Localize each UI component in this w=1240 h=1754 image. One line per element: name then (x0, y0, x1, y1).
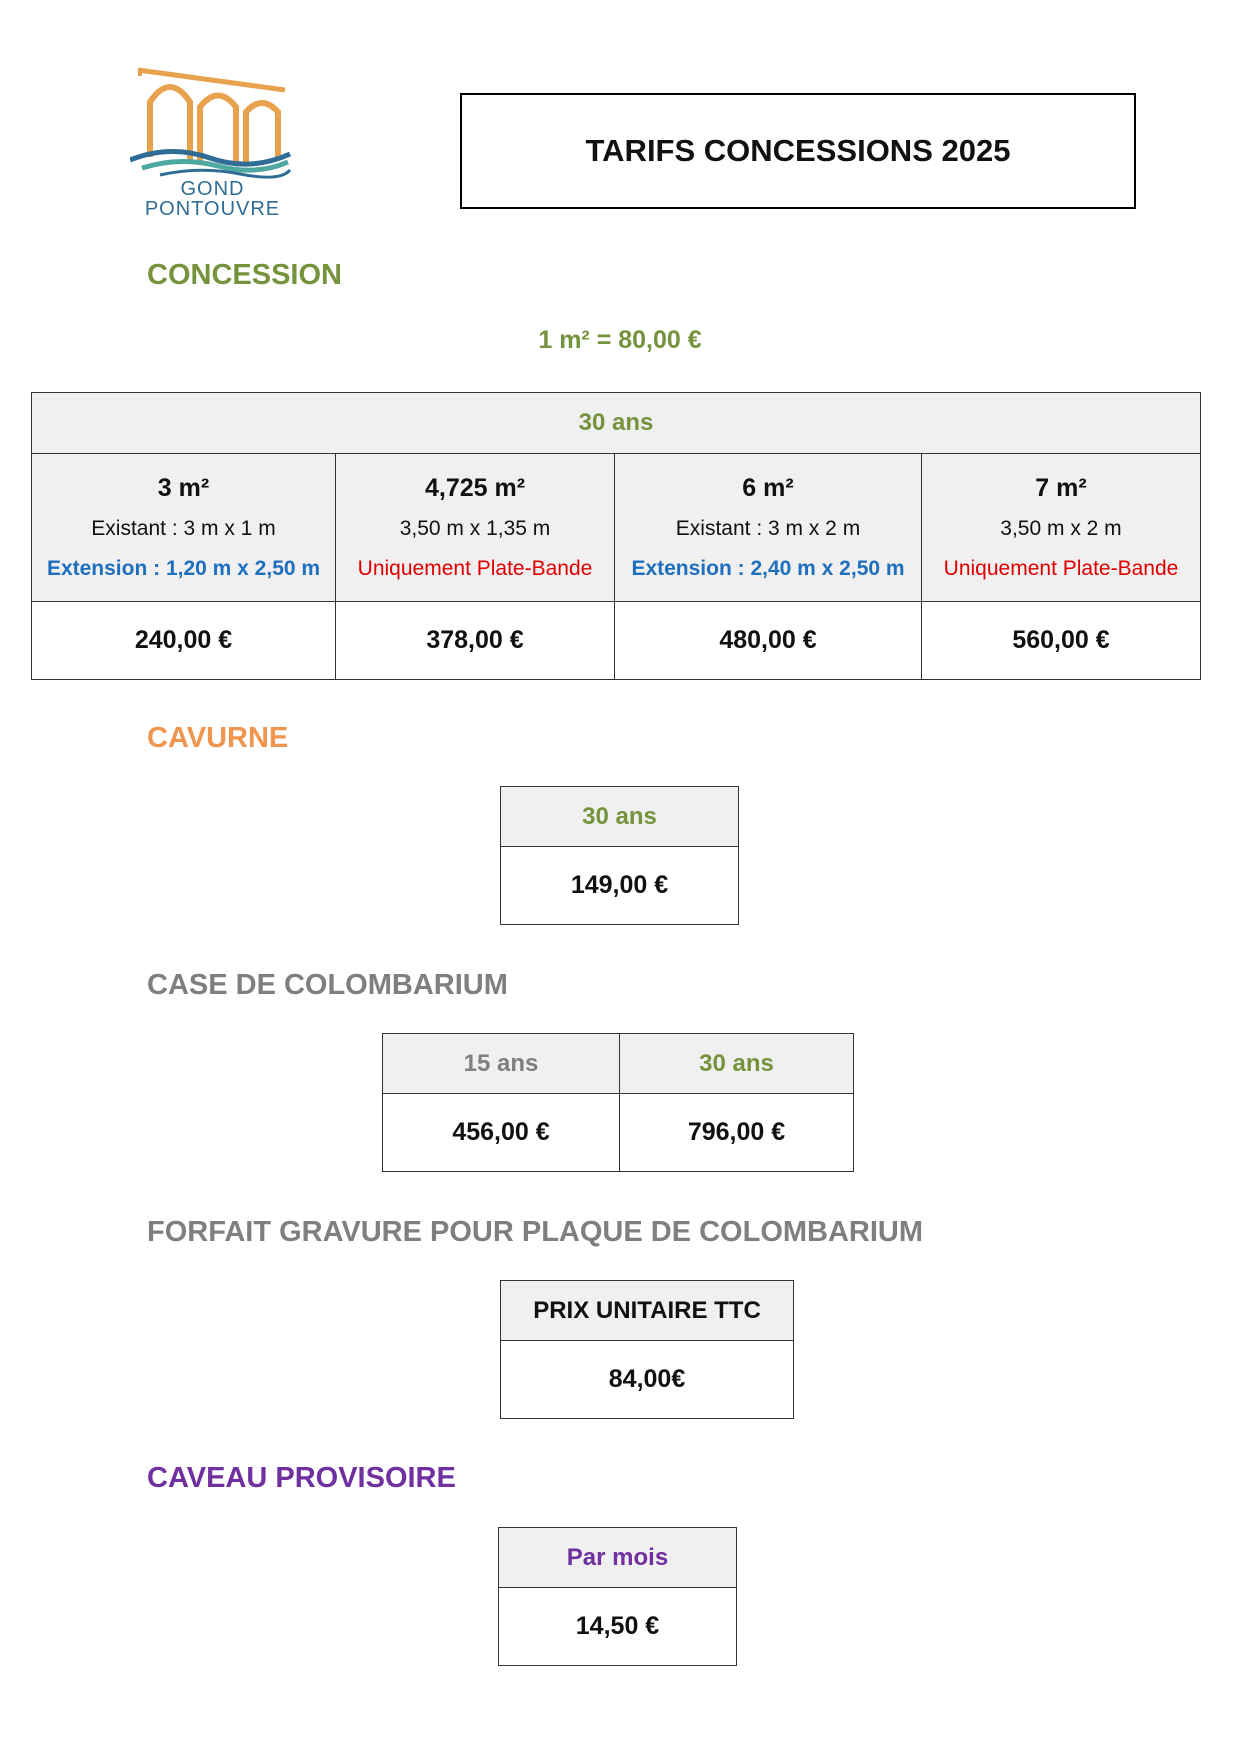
gravure-label: PRIX UNITAIRE TTC (501, 1281, 794, 1341)
concession-col-4725m (336, 454, 615, 602)
gravure-table (500, 1280, 794, 1419)
concession-col-6m (615, 454, 922, 602)
gravure-price: 84,00€ (501, 1341, 794, 1419)
concession-col-7m (922, 454, 1201, 602)
col-extension: Extension : 1,20 m x 2,50 m (46, 556, 321, 580)
colombarium-table (382, 1033, 854, 1172)
caveau-heading: CAVEAU PROVISOIRE (147, 1462, 456, 1494)
caveau-label: Par mois (499, 1528, 737, 1588)
concession-price: 560,00 € (922, 602, 1201, 680)
page-title: TARIFS CONCESSIONS 2025 (460, 93, 1136, 209)
col-plate-bande: Uniquement Plate-Bande (357, 556, 593, 580)
concession-rate: 1 m² = 80,00 € (538, 326, 702, 354)
colombarium-30-duration: 30 ans (620, 1034, 854, 1094)
logo-text-gond: GOND (180, 178, 245, 200)
caveau-price: 14,50 € (499, 1588, 737, 1666)
col-dimensions: 3,50 m x 1,35 m (399, 516, 551, 540)
gravure-heading: FORFAIT GRAVURE POUR PLAQUE DE COLOMBARIUM (147, 1216, 924, 1248)
col-size: 3 m² (157, 473, 210, 502)
concession-table (31, 392, 1201, 680)
colombarium-heading: CASE DE COLOMBARIUM (147, 969, 508, 1001)
colombarium-15-duration: 15 ans (383, 1034, 620, 1094)
col-dimensions: 3,50 m x 2 m (1000, 516, 1122, 540)
col-extension: Extension : 2,40 m x 2,50 m (631, 556, 905, 580)
concession-price: 480,00 € (615, 602, 922, 680)
cavurne-heading: CAVURNE (147, 722, 289, 754)
col-size: 6 m² (742, 473, 794, 502)
colombarium-30-price: 796,00 € (620, 1094, 854, 1172)
cavurne-duration: 30 ans (501, 787, 739, 847)
concession-col-3m (32, 454, 336, 602)
cavurne-price: 149,00 € (501, 847, 739, 925)
col-dimensions: Existant : 3 m x 1 m (91, 516, 276, 540)
gond-pontouvre-logo (130, 62, 295, 232)
concession-heading: CONCESSION (147, 259, 342, 291)
logo-text-pontouvre: PONTOUVRE (144, 198, 281, 220)
col-size: 4,725 m² (424, 473, 526, 502)
concession-duration: 30 ans (32, 393, 1201, 454)
concession-price: 240,00 € (32, 602, 336, 680)
col-size: 7 m² (1035, 473, 1087, 502)
caveau-table (498, 1527, 737, 1666)
aqueduct-icon (130, 62, 295, 187)
cavurne-table (500, 786, 739, 925)
col-dimensions: Existant : 3 m x 2 m (675, 516, 861, 540)
col-plate-bande: Uniquement Plate-Bande (943, 556, 1179, 580)
colombarium-15-price: 456,00 € (383, 1094, 620, 1172)
concession-price: 378,00 € (336, 602, 615, 680)
